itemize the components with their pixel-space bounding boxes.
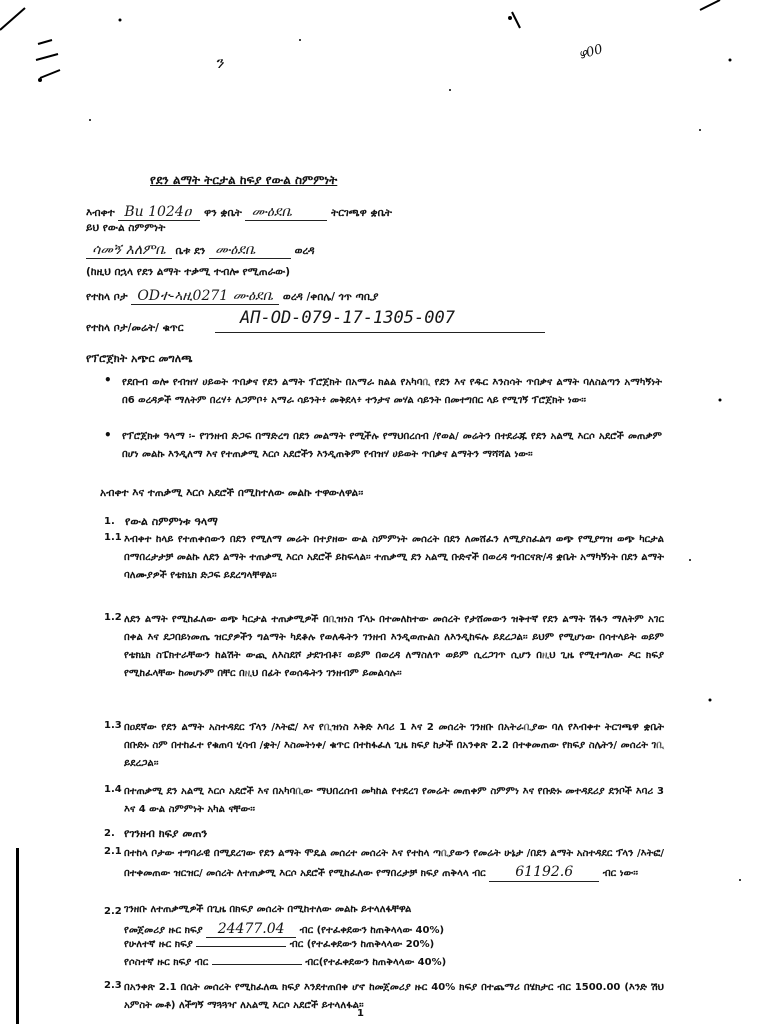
item-number: 2.3 — [104, 980, 122, 991]
header-line-1: እብቀተ Bu 1024ዐ ዋን ቋቤት ሙዕደቤ ትርገጫዋ ቋቤት — [86, 204, 392, 220]
handwritten-corner-mark: ഴ00 — [576, 42, 605, 63]
margin-mark: ን — [215, 53, 224, 72]
agreement-intro: አብቀተ እና ተጠቃሚ እርሶ አደሮች በሚከተለው መልኩ ተዋውለዋል፡፡ — [100, 487, 364, 499]
installment-row-3: የሶስተኛ ዙር ክፍያ ብር ብር(የተፈቀደውን ከጠቅላላው 40%) — [124, 957, 447, 968]
item-number: 2.1 — [104, 846, 122, 857]
item-number: 1.3 — [104, 720, 122, 731]
bullet-2: የፕሮጀክቱ ዓላማ ፡- የገንዘብ ድጋፍ በማድረግ በደን መልማት የሚችሉ የማህበረሰብ /የወል/ መሬትን በተደራጁ የደን አልሚ እርሶ አደሮች መጠቃም በሆነ መልኩ እንዲለማ እና የተጠቃሚ እርሶ አደሮችን እንዲጠቅም የብዝሃ ሀይወት ጥበቃና ልማትን ማሻሻል ነው፡፡ — [122, 431, 662, 460]
installment-3-amount — [212, 964, 302, 965]
document-title: የደን ልማት ትርታል ከፍያ የውል ስምምነት — [150, 173, 338, 187]
header-line-4: (ከዚህ በኋላ የደን ልማት ተቃሚ ተብሎ የሚጠራው) — [86, 266, 291, 278]
item-number: 2.2 — [104, 906, 122, 917]
item-1-1: እብቀተ ከላይ የተጠቀሰውን በደን የሚለማ መሬት በተያዘው ውል ስምምነት መሰረት በደን ለመሸፈን ለሚያስፈልግ ወጭ የሚያግዝ ወጭ ካርታል በማበረታታቻ መልኩ ለደን ልማት ተጠቃሚ እርሶ አደሮች ይከፍላል፡፡ ተጠቃሚ ደን አልሚ ቡድኖች በወረዳ ግብርናጽ/ዳ ቋቤት አማካኝነት በደን ልማት ባለሙያዎች የቴክኒክ ድጋፍ ይደረግላቸዋል፡፡ — [124, 534, 664, 581]
site-location-fill: ODተ-ኣዚ0271 ሙዕደቤ — [131, 288, 279, 305]
item-number: 1.1 — [104, 532, 122, 543]
bullet-1: የደቡብ ወሎ የብዝሃ ሀይወት ጥበቃና የደን ልማት ፕሮጀክት በአማራ ክልል የአካባቢ የደን እና የዱር እንስሳት ጥበቃና ልማት ባለስልጣን አማካኝነት በ6 ወረዳዎች ማለትም በረሃ፥ ለጋምቦ፥ አማራ ሳይንት፥ መቅደላ፥ ተንታና መሃል ሳይንት በመተግበር ላይ የሚገኝ ፕሮጀክት ነው፡፡ — [122, 377, 662, 406]
section1-title: የውል ስምምነቱ ዓላማ — [125, 515, 218, 528]
item-number: 1.4 — [104, 784, 122, 795]
item-2-3: በአንቀጽ 2.1 በሴት መሰረት የሚከፈለዉ ክፍያ እንደተጠበቀ ሆኖ ከመጀመሪያ ዙር 40% ክፍያ በተጨማሪ በሄክታር ብር 1500.00 (እንድ ሽህ አምስት መቶ) ለችግኝ ማጓጓዣ ለአልሚ እርሶ አደሮች ይተላለፋል፡፡ — [124, 982, 664, 1011]
bullet-dot: • — [104, 373, 112, 387]
page-number: 1 — [357, 1008, 364, 1019]
header-line-2: ይህ የውል ስምምነት — [86, 222, 166, 234]
item-2-2-intro: ገንዘቡ ለተጠቃሚዎች በጊዜ በክፍያ መሰረት በሚከተለው መልኩ ይተላለፋቸዋል — [124, 904, 412, 915]
section2-number: 2. — [104, 828, 115, 839]
installment-row-2: የሁለተኛ ዙር ክፍያ ብር (የተፈቀደውን ከጠቅላላው 20%) — [124, 939, 435, 950]
ref-underline — [215, 332, 545, 333]
bullet-dot: • — [104, 428, 112, 442]
section1-number: 1. — [104, 516, 115, 527]
site-reference-code: АП-ОD-079-17-1305-007 — [240, 308, 455, 328]
scan-edge-bar — [0, 848, 19, 1024]
header-line-5: የተከላ ቦታ ODተ-ኣዚ0271 ሙዕደቤ ወረዳ /ቀበሌ/ ጎጥ ጣቢያ — [86, 288, 379, 304]
item-1-3: በዐደኛው የደን ልማት አስተዳደር ፕላን /እትፎ/ እና የቢዝነስ እቅድ እባሪ 1 እና 2 መሰረት ገንዘቡ በአትራቢያው ባለ የእብቀተ ትርገጫዋ ቋቤት በቡድኑ ስም በተከፈተ የቁጠባ ሂሳብ /ቋት/ እስመትነቀ/ ቁጥር በተከፋፈለ ጊዜ ክፍያ ከታች በአንቀጽ 2.2 በተቀመጠው የክፍያ ስሌትን/ መሰረት ገቢ ይደረጋል፡፡ — [124, 722, 664, 769]
item-2-1: በተከላ ቦታው ተግባራዊ በሚደረገው የደን ልማት ሞዴል መሰረተ መሰረት እና የተከላ ጣቢያውን የመሬት ሁኔታ /በደን ልማት አስተዳደር ፕላን /እትፎ/ በተቀመጠው ዝርዝር/ መሰረት ለተጠቃሚ እርሶ አደሮች የሚከፈለው የማበረታቻ ክፍያ ጠቅላላ ብር 61192.6 ብር ነው፡፡ — [124, 848, 664, 880]
office-fill: ሙዕደቤ — [245, 204, 327, 221]
district-fill: Bu 1024ዐ — [118, 204, 200, 221]
background-heading: የፕሮጀክት አጭር መግለጫ — [86, 352, 193, 365]
item-1-2: ለደን ልማት የሚከፈለው ወጭ ካርታል ተጠቃሚዎች በቢዝነስ ፕላኑ በተመለከተው መሰረት የታሸመውን ዝቅተኛ የደን ልማት ሽፋን ማለትም አገር በቀል እና ደጋበይነመጤ ዝርያዎችን ግልማት ካደቆሉ የወለዱትን ገንዘብ እንዲወጡልስ ለእንዲከፍሉ ይደረጋል፡፡ ይህም የሚሆነው በሳተላይት ወይም የቴክኒክ ስፔክተራቸውን ከልሽት ውጪ ለእስደሾ ታደገብቶ፣ ወይም በወረዳ ለማስለጥ ወይም ሲረጋገጥ ሲሆን በዚህ ጊዜ የሚተግለው ዶር ክፍያ የሚከፈላቸው ከመሆኑም በቸር በዚህ በፊት የወሰዱትን ገንዘብም ይመልሳሉ፡፡ — [124, 614, 664, 679]
header-line-3: ሳመኝ እለምቤ ቤቱ ደን ሙዕደቤ ወረዳ — [86, 242, 315, 259]
total-amount: 61192.6 — [489, 863, 599, 882]
group-woreda-fill: ሙዕደቤ — [209, 242, 291, 259]
header-line-6: የተከላ ቦታ/መሬት/ ቁጥር — [86, 322, 184, 334]
installment-2-amount — [196, 946, 286, 947]
item-number: 1.2 — [104, 612, 122, 623]
section2-title: የገንዘብ ክፍያ መጠን — [124, 827, 208, 840]
installment-1-amount: 24477.04 — [206, 921, 296, 938]
installment-row-1: የመጀመሪያ ዙር ክፍያ 24477.04 ብር (የተፈቀደውን ከጠቅላላው 40%) — [124, 921, 445, 937]
item-1-4: በተጠቃሚ ደን አልሚ እርሶ አደሮች እና በአካባቢው ማህበረሰብ መካከል የተደረገ የመሬት መጠቀም ስምምነ እና የቡድኑ መተዳደሪያ ደንቦች እባሪ 3 እና 4 ውል ስምምነት አካል ናቸው፡፡ — [124, 786, 664, 815]
group-name-fill: ሳመኝ እለምቤ — [86, 242, 172, 259]
